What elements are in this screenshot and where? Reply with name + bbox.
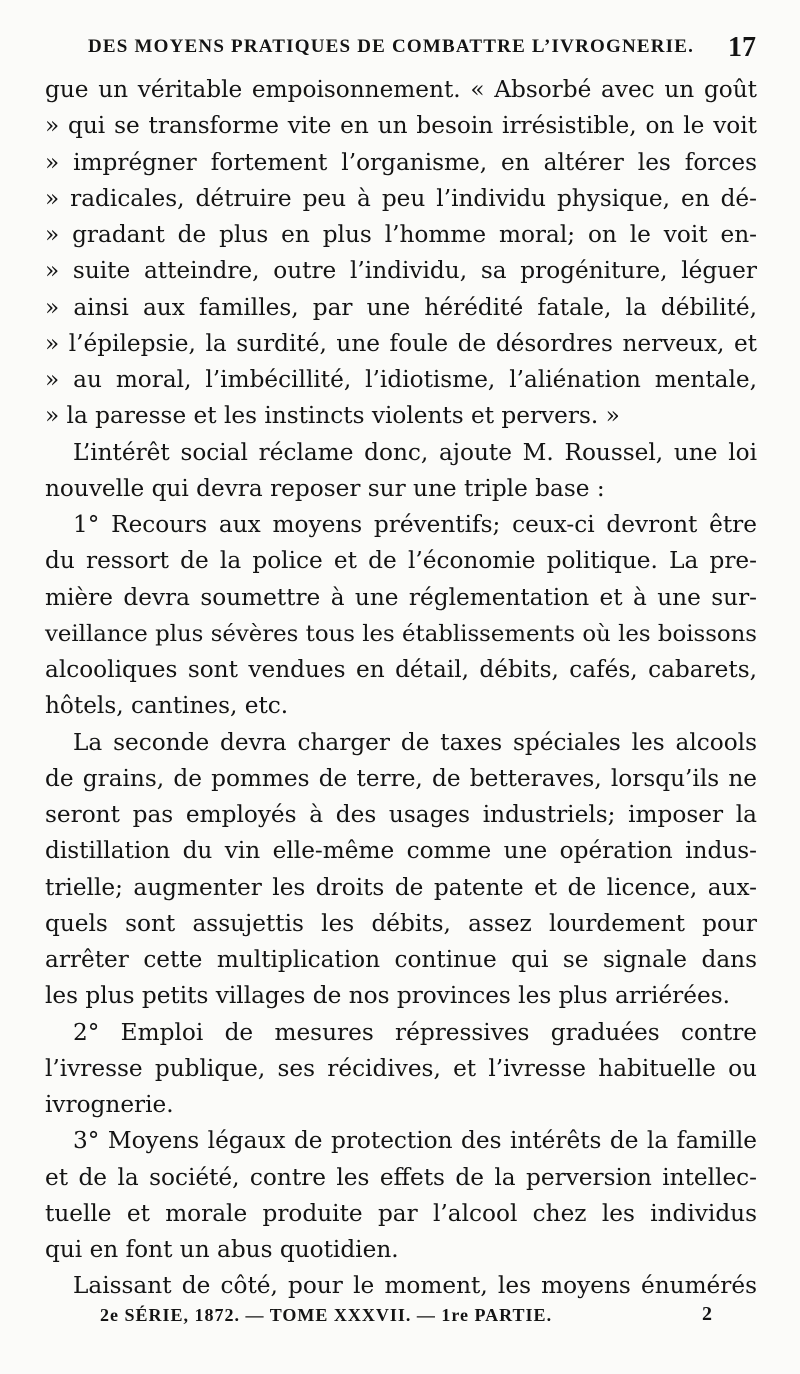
list-item-1-start: 1° Recours aux moyens préventifs; ceux-ci devront être <box>73 511 757 538</box>
text-line: quels sont assujettis les débits, assez lourdement pour <box>45 909 757 937</box>
text-line: et de la société, contre les effets de la perversion intellec- <box>45 1163 757 1191</box>
text-line: » l’épilepsie, la surdité, une foule de désordres nerveux, et <box>45 329 757 357</box>
text-line: mière devra soumettre à une réglementation et à une sur- <box>45 583 757 611</box>
text-line: hôtels, cantines, etc. <box>45 692 289 720</box>
paragraph-start: Laissant de côté, pour le moment, les moyens énumérés <box>73 1272 757 1300</box>
text-line: distillation du vin elle-même comme une opération indus- <box>45 837 757 865</box>
text-line: » qui se transforme vite en un besoin irrésistible, on le voit <box>45 112 757 140</box>
signature-mark: 2 <box>702 1303 712 1325</box>
text-line: de grains, de pommes de terre, de betteraves, lorsqu’ils ne <box>45 764 757 792</box>
page-number: 17 <box>728 32 756 63</box>
text-line: trielle; augmenter les droits de patente et de licence, aux- <box>45 873 757 901</box>
list-item-3-start: 3° Moyens légaux de protection des intérêts de la famille <box>73 1127 757 1155</box>
text-line: du ressort de la police et de l’économie politique. La pre- <box>45 547 757 575</box>
text-line: l’ivresse publique, ses récidives, et l’ivresse habituelle ou <box>45 1054 757 1082</box>
text-line: » ainsi aux familles, par une hérédité fatale, la débilité, <box>45 293 757 321</box>
running-head: DES MOYENS PRATIQUES DE COMBATTRE L’IVROGNERIE. <box>88 36 695 57</box>
text-line: » au moral, l’imbécillité, l’idiotisme, l’aliénation mentale, <box>45 366 757 393</box>
page-footer <box>100 1305 712 1335</box>
text-line: les plus petits villages de nos provinces les plus arriérées. <box>45 982 730 1010</box>
text-line: arrêter cette multiplication continue qui se signale dans <box>45 946 757 973</box>
paragraph-start: La seconde devra charger de taxes spéciales les alcools <box>73 728 757 756</box>
text-line: » gradant de plus en plus l’homme moral; on le voit en- <box>45 221 757 248</box>
text-line: veillance plus sévères tous les établissements où les boissons <box>45 620 757 647</box>
signature-line: 2e SÉRIE, 1872. — TOME XXXVII. — 1re PARTIE. <box>100 1305 553 1325</box>
text-line: alcooliques sont vendues en détail, débits, cafés, cabarets, <box>45 656 757 683</box>
text-line: » suite atteindre, outre l’individu, sa progéniture, léguer <box>45 257 757 285</box>
paragraph-start: L’intérêt social réclame donc, ajoute M. Roussel, une loi <box>73 438 757 466</box>
text-line: ivrognerie. <box>45 1091 174 1118</box>
text-line: » radicales, détruire peu à peu l’individu physique, en dé- <box>45 184 757 212</box>
list-item-2-start: 2° Emploi de mesures répressives graduées contre <box>73 1018 757 1046</box>
text-line: » la paresse et les instincts violents et pervers. » <box>45 402 620 430</box>
text-line: tuelle et morale produite par l’alcool chez les individus <box>45 1199 757 1227</box>
text-line: qui en font un abus quotidien. <box>45 1236 399 1263</box>
text-line: gue un véritable empoisonnement. « Absorbé avec un goût <box>45 76 757 103</box>
text-line: » imprégner fortement l’organisme, en altérer les forces <box>45 148 757 176</box>
page-header <box>88 34 756 70</box>
body-text <box>45 72 757 1305</box>
text-line: nouvelle qui devra reposer sur une triple base : <box>45 474 605 502</box>
text-line: seront pas employés à des usages industriels; imposer la <box>45 801 757 828</box>
